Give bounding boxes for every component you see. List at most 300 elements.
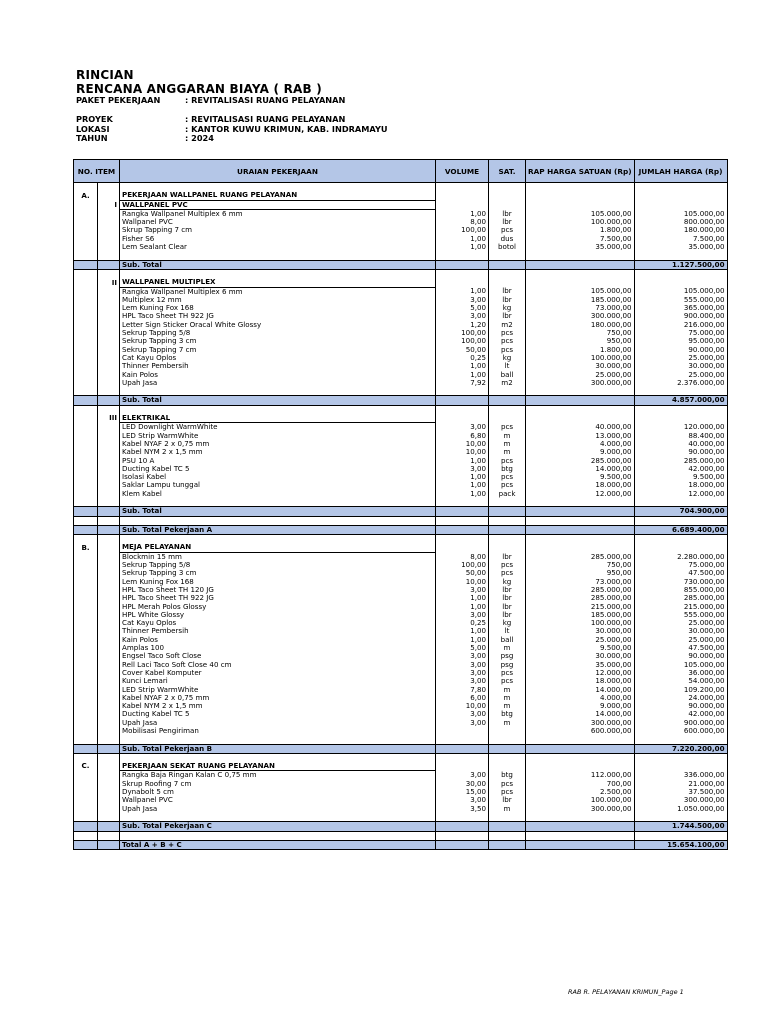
- meta-value: : REVITALISASI RUANG PELAYANAN: [185, 95, 346, 105]
- cell-unit: [489, 822, 526, 831]
- cell-volume: 3,00: [436, 652, 489, 660]
- cell-unit-price: 30.000,00: [526, 652, 635, 660]
- cell-description: Kabel NYAF 2 x 0,75 mm: [120, 440, 436, 448]
- cell-section-no: [74, 278, 98, 287]
- cell-description: PEKERJAAN SEKAT RUANG PELAYANAN: [120, 762, 436, 771]
- cell-volume: 10,00: [436, 578, 489, 586]
- cell-section-no: [74, 813, 98, 822]
- cell-volume: 6,80: [436, 432, 489, 440]
- table-row: [74, 619, 728, 627]
- cell-volume: [436, 251, 489, 260]
- blank-row: [74, 269, 728, 278]
- cell-item-no: [98, 753, 120, 762]
- cell-volume: [436, 543, 489, 552]
- cell-item-no: [98, 535, 120, 544]
- cell-section-no: [74, 636, 98, 644]
- cell-amount: 42.000,00: [634, 710, 727, 718]
- cell-volume: [436, 507, 489, 516]
- cell-item-no: [98, 329, 120, 337]
- cell-unit-price: [526, 269, 635, 278]
- cell-unit: ball: [489, 371, 526, 379]
- table-row: [74, 603, 728, 611]
- cell-item-no: [98, 498, 120, 507]
- table-row: [74, 379, 728, 387]
- cell-volume: [436, 387, 489, 396]
- cell-section-no: [74, 594, 98, 602]
- cell-unit: pcs: [489, 669, 526, 677]
- subtotal-row: [74, 744, 728, 753]
- cell-description: Kain Polos: [120, 636, 436, 644]
- cell-description: Wallpanel PVC: [120, 796, 436, 804]
- cell-unit-price: 180.000,00: [526, 321, 635, 329]
- cell-unit: lbr: [489, 552, 526, 561]
- cell-section-no: [74, 498, 98, 507]
- cell-amount: 25.000,00: [634, 354, 727, 362]
- cell-amount: [634, 251, 727, 260]
- cell-unit: lbr: [489, 296, 526, 304]
- cell-description: Dynabolt 5 cm: [120, 788, 436, 796]
- cell-unit-price: [526, 762, 635, 771]
- table-row: [74, 235, 728, 243]
- cell-unit-price: 750,00: [526, 329, 635, 337]
- cell-amount: 4.857.000,00: [634, 396, 727, 405]
- cell-section-no: C.: [74, 762, 98, 771]
- cell-item-no: [98, 346, 120, 354]
- cell-item-no: [98, 840, 120, 849]
- cell-amount: 105.000,00: [634, 209, 727, 218]
- cell-section-no: [74, 423, 98, 432]
- cell-unit-price: 1.800,00: [526, 226, 635, 234]
- cell-item-no: [98, 644, 120, 652]
- cell-volume: 1,00: [436, 209, 489, 218]
- cell-item-no: [98, 594, 120, 602]
- cell-item-no: [98, 354, 120, 362]
- cell-section-no: [74, 569, 98, 577]
- cell-section-no: [74, 552, 98, 561]
- cell-amount: [634, 762, 727, 771]
- cell-item-no: [98, 788, 120, 796]
- cell-description: Cat Kayu Oplos: [120, 354, 436, 362]
- cell-section-no: [74, 735, 98, 744]
- cell-unit-price: 105.000,00: [526, 209, 635, 218]
- cell-amount: 105.000,00: [634, 661, 727, 669]
- cell-item-no: [98, 507, 120, 516]
- cell-description: Rell Laci Taco Soft Close 40 cm: [120, 661, 436, 669]
- cell-item-no: [98, 710, 120, 718]
- cell-section-no: [74, 209, 98, 218]
- cell-unit: lt: [489, 362, 526, 370]
- cell-unit: pcs: [489, 473, 526, 481]
- cell-description: Kunci Lemari: [120, 677, 436, 685]
- cell-unit: lbr: [489, 603, 526, 611]
- cell-volume: 1,00: [436, 481, 489, 489]
- cell-amount: 730.000,00: [634, 578, 727, 586]
- table-header-row: [74, 160, 728, 183]
- cell-volume: [436, 260, 489, 269]
- cell-item-no: [98, 312, 120, 320]
- cell-section-no: [74, 354, 98, 362]
- cell-unit: kg: [489, 304, 526, 312]
- cell-unit-price: 285.000,00: [526, 586, 635, 594]
- cell-unit: pcs: [489, 677, 526, 685]
- table-row: [74, 354, 728, 362]
- title-rincian: RINCIAN: [76, 68, 134, 82]
- cell-unit-price: [526, 516, 635, 525]
- cell-amount: [634, 735, 727, 744]
- meta-value: : KANTOR KUWU KRIMUN, KAB. INDRAMAYU: [185, 123, 388, 134]
- cell-amount: [634, 269, 727, 278]
- cell-section-no: [74, 753, 98, 762]
- cell-section-no: [74, 490, 98, 498]
- cell-item-no: [98, 260, 120, 269]
- table-row: [74, 652, 728, 660]
- cell-section-no: [74, 337, 98, 345]
- cell-unit: pcs: [489, 569, 526, 577]
- table-row: [74, 780, 728, 788]
- cell-volume: [436, 414, 489, 423]
- cell-unit-price: 185.000,00: [526, 296, 635, 304]
- cell-description: Thinner Pembersih: [120, 627, 436, 635]
- cell-amount: 30.000,00: [634, 627, 727, 635]
- cell-volume: [436, 191, 489, 200]
- cell-section-no: [74, 329, 98, 337]
- cell-item-no: [98, 525, 120, 534]
- cell-unit: btg: [489, 465, 526, 473]
- subtotal-row: [74, 260, 728, 269]
- cell-unit: [489, 507, 526, 516]
- cell-item-no: [98, 813, 120, 822]
- cell-unit: pcs: [489, 346, 526, 354]
- cell-item-no: [98, 805, 120, 813]
- table-row: [74, 636, 728, 644]
- cell-volume: 50,00: [436, 346, 489, 354]
- cell-description: Thinner Pembersih: [120, 362, 436, 370]
- cell-item-no: [98, 796, 120, 804]
- cell-amount: 25.000,00: [634, 371, 727, 379]
- blank-row: [74, 183, 728, 192]
- title-rab: RENCANA ANGGARAN BIAYA ( RAB ): [76, 82, 322, 96]
- blank-row: [74, 813, 728, 822]
- cell-unit-price: [526, 535, 635, 544]
- cell-section-no: [74, 780, 98, 788]
- cell-description: [120, 831, 436, 840]
- cell-unit-price: 30.000,00: [526, 627, 635, 635]
- cell-section-no: [74, 405, 98, 414]
- cell-unit: [489, 543, 526, 552]
- cell-volume: 0,25: [436, 354, 489, 362]
- table-row: [74, 440, 728, 448]
- cell-unit-price: 25.000,00: [526, 636, 635, 644]
- cell-item-no: [98, 652, 120, 660]
- cell-unit-price: 4.000,00: [526, 440, 635, 448]
- cell-item-no: I: [98, 200, 120, 209]
- cell-unit-price: 9.500,00: [526, 644, 635, 652]
- cell-unit-price: [526, 735, 635, 744]
- cell-unit: m: [489, 805, 526, 813]
- cell-item-no: [98, 727, 120, 735]
- cell-item-no: [98, 744, 120, 753]
- cell-unit-price: [526, 414, 635, 423]
- cell-item-no: [98, 603, 120, 611]
- cell-item-no: [98, 396, 120, 405]
- cell-description: Blockmin 15 mm: [120, 552, 436, 561]
- cell-unit-price: 12.000,00: [526, 669, 635, 677]
- cell-unit-price: 73.000,00: [526, 304, 635, 312]
- cell-section-no: [74, 226, 98, 234]
- cell-item-no: [98, 243, 120, 251]
- cell-section-no: [74, 661, 98, 669]
- cell-volume: 30,00: [436, 780, 489, 788]
- cell-unit: m: [489, 432, 526, 440]
- cell-item-no: [98, 269, 120, 278]
- cell-unit: pcs: [489, 780, 526, 788]
- cell-description: LED Downlight WarmWhite: [120, 423, 436, 432]
- cell-section-no: [74, 535, 98, 544]
- cell-amount: 800.000,00: [634, 218, 727, 226]
- cell-item-no: [98, 627, 120, 635]
- cell-unit-price: [526, 525, 635, 534]
- cell-volume: 5,00: [436, 644, 489, 652]
- table-row: [74, 719, 728, 727]
- col-header-uraian: URAIAN PEKERJAAN: [120, 160, 436, 183]
- cell-amount: [634, 405, 727, 414]
- cell-unit-price: 185.000,00: [526, 611, 635, 619]
- cell-unit-price: 950,00: [526, 337, 635, 345]
- cell-section-no: [74, 473, 98, 481]
- cell-section-no: [74, 619, 98, 627]
- cell-amount: 6.689.400,00: [634, 525, 727, 534]
- cell-item-no: [98, 440, 120, 448]
- cell-section-no: [74, 312, 98, 320]
- cell-description: [120, 405, 436, 414]
- cell-section-no: [74, 465, 98, 473]
- cell-description: Skrup Roofing 7 cm: [120, 780, 436, 788]
- cell-unit-price: 285.000,00: [526, 552, 635, 561]
- col-header-no-item: NO. ITEM: [74, 160, 120, 183]
- cell-section-no: [74, 346, 98, 354]
- table-row: [74, 321, 728, 329]
- table-row: [74, 727, 728, 735]
- cell-item-no: [98, 771, 120, 780]
- cell-volume: 3,00: [436, 465, 489, 473]
- blank-row: [74, 735, 728, 744]
- cell-unit-price: 100.000,00: [526, 218, 635, 226]
- cell-unit-price: 7.500,00: [526, 235, 635, 243]
- table-row: [74, 644, 728, 652]
- cell-description: Kabel NYM 2 x 1,5 mm: [120, 448, 436, 456]
- cell-item-no: [98, 448, 120, 456]
- cell-item-no: [98, 516, 120, 525]
- cell-description: ELEKTRIKAL: [120, 414, 436, 423]
- cell-item-no: [98, 218, 120, 226]
- cell-volume: 10,00: [436, 440, 489, 448]
- cell-volume: 100,00: [436, 226, 489, 234]
- cell-volume: [436, 183, 489, 192]
- cell-description: Lem Sealant Clear: [120, 243, 436, 251]
- cell-amount: 365.000,00: [634, 304, 727, 312]
- cell-unit: [489, 183, 526, 192]
- table-row: [74, 569, 728, 577]
- cell-description: Kain Polos: [120, 371, 436, 379]
- table-row: [74, 243, 728, 251]
- cell-amount: 336.000,00: [634, 771, 727, 780]
- cell-amount: 2.376.000,00: [634, 379, 727, 387]
- table-row: [74, 552, 728, 561]
- cell-unit-price: 9.500,00: [526, 473, 635, 481]
- cell-item-no: [98, 569, 120, 577]
- cell-section-no: [74, 243, 98, 251]
- cell-unit-price: 9.000,00: [526, 702, 635, 710]
- cell-unit: kg: [489, 619, 526, 627]
- cell-amount: 36.000,00: [634, 669, 727, 677]
- cell-item-no: [98, 235, 120, 243]
- cell-description: WALLPANEL MULTIPLEX: [120, 278, 436, 287]
- table-row: [74, 432, 728, 440]
- meta-paket: [76, 96, 388, 105]
- cell-item-no: [98, 405, 120, 414]
- section-row: [74, 762, 728, 771]
- grand-total-row: [74, 840, 728, 849]
- section-row: [74, 278, 728, 287]
- cell-unit-price: [526, 498, 635, 507]
- cell-unit-price: [526, 183, 635, 192]
- cell-item-no: [98, 686, 120, 694]
- cell-description: HPL Taco Sheet TH 922 JG: [120, 594, 436, 602]
- cell-description: Amplas 100: [120, 644, 436, 652]
- cell-description: Rangka Wallpanel Multiplex 6 mm: [120, 209, 436, 218]
- cell-volume: 7,80: [436, 686, 489, 694]
- cell-amount: 105.000,00: [634, 287, 727, 296]
- cell-unit-price: 700,00: [526, 780, 635, 788]
- table-row: [74, 677, 728, 685]
- cell-item-no: [98, 702, 120, 710]
- cell-section-no: [74, 744, 98, 753]
- cell-unit: botol: [489, 243, 526, 251]
- cell-unit: [489, 762, 526, 771]
- table-row: [74, 346, 728, 354]
- cell-volume: 50,00: [436, 569, 489, 577]
- cell-amount: 120.000,00: [634, 423, 727, 432]
- cell-unit-price: 35.000,00: [526, 243, 635, 251]
- cell-unit: m2: [489, 321, 526, 329]
- cell-description: Sub. Total Pekerjaan A: [120, 525, 436, 534]
- cell-amount: [634, 183, 727, 192]
- cell-amount: 2.280.000,00: [634, 552, 727, 561]
- cell-item-no: [98, 543, 120, 552]
- cell-unit-price: 215.000,00: [526, 603, 635, 611]
- cell-section-no: [74, 269, 98, 278]
- cell-volume: [436, 840, 489, 849]
- cell-volume: 1,00: [436, 371, 489, 379]
- cell-description: MEJA PELAYANAN: [120, 543, 436, 552]
- cell-section-no: B.: [74, 543, 98, 552]
- cell-description: [120, 535, 436, 544]
- cell-volume: 8,00: [436, 552, 489, 561]
- cell-section-no: [74, 251, 98, 260]
- cell-amount: 216.000,00: [634, 321, 727, 329]
- cell-amount: [634, 414, 727, 423]
- cell-amount: 90.000,00: [634, 346, 727, 354]
- cell-section-no: [74, 561, 98, 569]
- cell-description: Upah Jasa: [120, 719, 436, 727]
- cell-amount: 42.000,00: [634, 465, 727, 473]
- cell-description: HPL Taco Sheet TH 120 JG: [120, 586, 436, 594]
- cell-section-no: [74, 727, 98, 735]
- cell-unit: pcs: [489, 226, 526, 234]
- cell-unit: m: [489, 702, 526, 710]
- cell-unit: [489, 727, 526, 735]
- cell-unit-price: 105.000,00: [526, 287, 635, 296]
- blank-row: [74, 753, 728, 762]
- cell-item-no: [98, 473, 120, 481]
- meta-label: LOKASI: [76, 123, 110, 134]
- section-row: [74, 414, 728, 423]
- cell-item-no: II: [98, 278, 120, 287]
- cell-section-no: [74, 805, 98, 813]
- cell-unit-price: 12.000,00: [526, 490, 635, 498]
- cell-unit: [489, 735, 526, 744]
- table-row: [74, 371, 728, 379]
- cell-unit-price: 30.000,00: [526, 362, 635, 370]
- cell-volume: 1,00: [436, 473, 489, 481]
- cell-amount: [634, 191, 727, 200]
- cell-item-no: [98, 432, 120, 440]
- cell-section-no: [74, 702, 98, 710]
- cell-description: Cover Kabel Komputer: [120, 669, 436, 677]
- cell-description: Saklar Lampu tunggal: [120, 481, 436, 489]
- cell-amount: 18.000,00: [634, 481, 727, 489]
- meta-label: PAKET PEKERJAAN: [76, 95, 161, 105]
- cell-item-no: [98, 362, 120, 370]
- cell-unit: [489, 405, 526, 414]
- cell-amount: 9.500,00: [634, 473, 727, 481]
- meta-value: : REVITALISASI RUANG PELAYANAN: [185, 114, 346, 125]
- cell-section-no: [74, 183, 98, 192]
- cell-description: Cat Kayu Oplos: [120, 619, 436, 627]
- cell-unit-price: 1.800,00: [526, 346, 635, 354]
- cell-unit: pcs: [489, 561, 526, 569]
- cell-volume: 15,00: [436, 788, 489, 796]
- cell-description: [120, 516, 436, 525]
- cell-volume: [436, 525, 489, 534]
- cell-volume: 1,00: [436, 603, 489, 611]
- table-row: [74, 465, 728, 473]
- cell-description: [120, 735, 436, 744]
- cell-unit-price: 100.000,00: [526, 354, 635, 362]
- cell-amount: 15.654.100,00: [634, 840, 727, 849]
- cell-unit-price: [526, 813, 635, 822]
- cell-description: HPL Taco Sheet TH 922 JG: [120, 312, 436, 320]
- cell-unit: [489, 831, 526, 840]
- cell-unit: m2: [489, 379, 526, 387]
- cell-item-no: [98, 457, 120, 465]
- cell-volume: 3,00: [436, 586, 489, 594]
- cell-volume: 3,00: [436, 611, 489, 619]
- cell-unit-price: 600.000,00: [526, 727, 635, 735]
- cell-unit-price: [526, 191, 635, 200]
- blank-row: [74, 251, 728, 260]
- cell-description: LED Strip WarmWhite: [120, 432, 436, 440]
- cell-section-no: [74, 586, 98, 594]
- cell-volume: 1,00: [436, 594, 489, 602]
- cell-section-no: [74, 296, 98, 304]
- cell-volume: 1,00: [436, 627, 489, 635]
- cell-item-no: [98, 694, 120, 702]
- cell-description: Engsel Taco Soft Close: [120, 652, 436, 660]
- cell-unit-price: 13.000,00: [526, 432, 635, 440]
- document-header: [76, 68, 388, 144]
- cell-amount: 90.000,00: [634, 702, 727, 710]
